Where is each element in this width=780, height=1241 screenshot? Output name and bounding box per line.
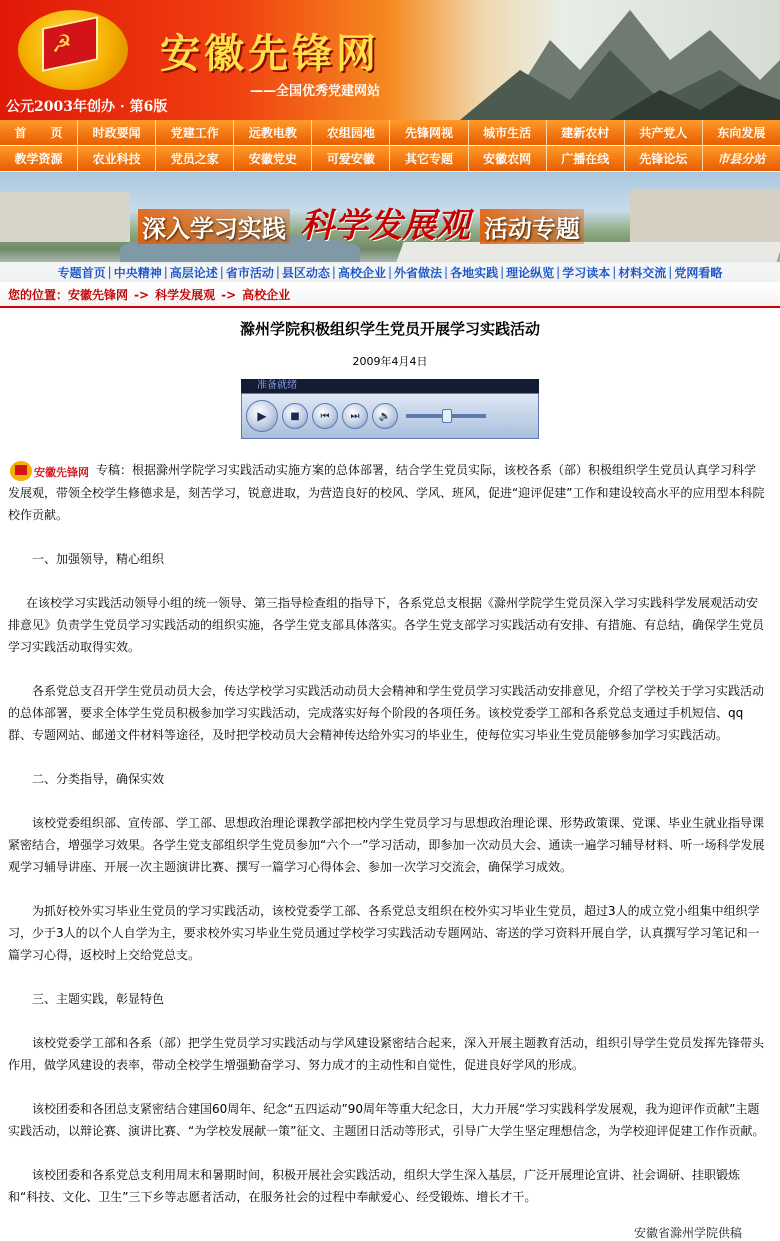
nav-forum[interactable]: 先锋论坛 — [625, 146, 703, 172]
nav-anhui-agri-net[interactable]: 安徽农网 — [469, 146, 547, 172]
nav-city-branches[interactable]: 市县分站 — [717, 151, 766, 166]
nav-remote-edu[interactable]: 远教电教 — [234, 120, 312, 146]
player-controls — [241, 393, 539, 439]
article-title: 滁州学院积极组织学生党员开展学习实践活动 — [239, 320, 540, 338]
nav-radio-online[interactable]: 广播在线 — [547, 146, 625, 172]
nav-party-history[interactable]: 安徽党史 — [234, 146, 312, 172]
divider: | — [668, 265, 673, 279]
divider: | — [612, 265, 617, 279]
nav-party-work[interactable]: 党建工作 — [156, 120, 234, 146]
divider: | — [163, 265, 168, 279]
site-logo-small: 安徽先锋网 — [8, 460, 96, 482]
edition-text: 公元2003年创办 · 第6版 — [6, 99, 168, 115]
stop-icon[interactable]: ■ — [282, 403, 308, 429]
article-date: 2009年4月4日 — [352, 355, 428, 368]
volume-slider[interactable] — [406, 414, 486, 418]
article-paragraph: 在该校学习实践活动领导小组的统一领导、第三指导检查组的指导下，各系党总支根据《滁州学院学生党员深入学习实践科学发展观活动安排意见》负责学生党员学习实践活动的组织实施，各学生党支部具体落实。各学生党支部学习实践活动有安排、有措施、有总结，确保学生党员学习实践活动取得实效。 — [8, 595, 765, 654]
divider: | — [107, 265, 112, 279]
player-status: 准备就绪 — [241, 379, 539, 393]
divider: | — [444, 265, 449, 279]
topic-title-part1: 深入学习实践 — [138, 209, 290, 244]
topic-nav-item[interactable]: 党网看略 — [674, 265, 723, 280]
breadcrumb-link-topic[interactable]: 科学发展观 — [155, 288, 216, 302]
topic-nav-item[interactable]: 专题首页 — [57, 265, 106, 280]
divider: | — [331, 265, 336, 279]
site-banner — [0, 0, 780, 120]
divider: | — [500, 265, 505, 279]
breadcrumb-link-home[interactable]: 安徽先锋网 — [68, 288, 129, 302]
topic-title — [138, 198, 584, 247]
article-paragraph: 该校党委学工部和各系（部）把学生党员学习实践活动与学风建设紧密结合起来，深入开展主题教育活动，组织引导学生党员发挥先锋带头作用，做学风建设的表率，带动全校学生增强勤奋学习、努力成才的主动性和自觉性，促进良好学风的形成。 — [8, 1035, 765, 1072]
breadcrumb-link-section[interactable]: 高校企业 — [242, 288, 291, 302]
section-heading: 二、分类指导，确保实效 — [32, 771, 165, 786]
prev-icon[interactable]: ⏮ — [312, 403, 338, 429]
article-paragraph: 各系党总支召开学生党员动员大会，传达学校学习实践活动动员大会精神和学生党员学习实践活动安排意见，介绍了学校关于学习实践活动的总体部署，要求全体学生党员积极参加学习实践活动，完成落实好每个阶段的各项任务。该校党委学工部和各系党总支通过手机短信、qq群、专题网站、邮递文件材料等途径，及时把学校动员大会精神传达给外实习的毕业生，使每位实习毕业生党员能够参加学习实践活动。 — [8, 683, 765, 742]
topic-nav-item[interactable]: 外省做法 — [394, 265, 443, 280]
article-paragraph: 安徽先锋网 专稿：根据滁州学院学习实践活动实施方案的总体部署，结合学生党员实际，该校各系（部）积极组织学生党员认真学习科学发展观，带领全校学生修德求是，刻苦学习，锐意进取，为营造良好的校风、学风、班风，促进“迎评促建”工作和建设较高水平的应用型本科院校作贡献。 — [8, 459, 766, 526]
divider: | — [219, 265, 224, 279]
building-left-image — [0, 192, 130, 242]
topic-title-part2: 科学发展观 — [300, 206, 470, 246]
nav-other-topics[interactable]: 其它专题 — [390, 146, 468, 172]
nav-teaching-resources[interactable]: 教学资源 — [0, 146, 78, 172]
section-heading: 三、主题实践，彰显特色 — [32, 991, 165, 1006]
party-flag-icon: ☭ — [42, 16, 98, 72]
topic-nav-item[interactable]: 理论纵览 — [506, 265, 555, 280]
divider: | — [387, 265, 393, 279]
breadcrumb-separator: -> — [134, 288, 150, 302]
mountain-scenery — [460, 0, 780, 120]
article-credit: 安徽省滁州学院供稿 — [633, 1225, 742, 1240]
article-paragraph: 该校党委组织部、宣传部、学工部、思想政治理论课教学部把校内学生党员学习与思想政治理论课、形势政策课、党课、毕业生就业指导课紧密结合，增强学习效果。各学生党支部组织学生党员参加“六个一”学习活动，即参加一次动员大会、通读一遍学习辅导材料、听一场科学发展观学习辅导讲座、开展一次主题演讲比赛、撰写一篇学习心得体会、参加一次学习交流会，确保学习成效。 — [8, 815, 765, 874]
article-paragraph: 该校团委和各团总支紧密结合建国60周年、纪念“五四运动”90周年等重大纪念日，大力开展“学习实践科学发展观，我为迎评作贡献”主题实践活动，以辩论赛、演讲比赛、“为学校发展献一策”征文、主题团日活动等形式，引导广大学生坚定理想信念，为学校迎评促建工作作贡献。 — [8, 1101, 765, 1138]
nav-city-life[interactable]: 城市生活 — [469, 120, 547, 146]
nav-east-development[interactable]: 东向发展 — [717, 125, 766, 140]
nav-lovely-anhui[interactable]: 可爱安徽 — [312, 146, 390, 172]
nav-agri-tech[interactable]: 农业科技 — [78, 146, 156, 172]
topic-nav-item[interactable]: 高校企业 — [337, 265, 386, 280]
breadcrumb-prefix: 您的位置： — [8, 288, 69, 302]
topic-nav-item[interactable]: 县区动态 — [281, 265, 330, 280]
topic-nav-item[interactable]: 中央精神 — [113, 265, 162, 280]
site-title: 安徽先锋网 — [160, 30, 380, 77]
divider: | — [556, 265, 561, 279]
topic-title-part3: 活动专题 — [480, 209, 584, 244]
party-flag-icon — [15, 465, 27, 475]
mute-icon[interactable]: 🔈 — [372, 403, 398, 429]
breadcrumb-separator: -> — [221, 288, 237, 302]
nav-video[interactable]: 先锋网视 — [390, 120, 468, 146]
nav-communists[interactable]: 共产党人 — [625, 120, 703, 146]
volume-knob[interactable] — [442, 409, 452, 423]
topic-nav-item[interactable]: 各地实践 — [450, 265, 499, 280]
article-paragraph: 该校团委和各系党总支利用周末和暑期时间，积极开展社会实践活动，组织大学生深入基层，广泛开展理论宣讲、社会调研、挂职锻炼和“科技、文化、卫生”三下乡等志愿者活动，在服务社会的过程中奉献爱心、经受锻炼、增长才干。 — [8, 1167, 741, 1204]
topic-nav-item[interactable]: 学习读本 — [562, 265, 611, 280]
media-player — [241, 379, 539, 439]
nav-new-countryside[interactable]: 建新农村 — [547, 120, 625, 146]
article-paragraph: 为抓好校外实习毕业生党员的学习实践活动，该校党委学工部、各系党总支组织在校外实习毕业生党员，超过3人的成立党小组集中组织学习，少于3人的以个人自学为主，要求校外实习毕业生党员通过学校学习实践活动专题网站、寄送的学习资料开展自学，认真撰写学习笔记和一篇学习心得，返校时上交给党总支。 — [8, 903, 760, 962]
topic-nav-item[interactable]: 材料交流 — [618, 265, 667, 280]
article-body — [0, 459, 780, 1208]
topic-nav-item[interactable]: 省市活动 — [225, 265, 274, 280]
nav-politics-news[interactable]: 时政要闻 — [78, 120, 156, 146]
main-nav-row-2 — [0, 146, 780, 172]
site-subtitle: ——全国优秀党建网站 — [250, 84, 381, 99]
nav-home[interactable]: 首 页 — [0, 120, 78, 146]
nav-member-home[interactable]: 党员之家 — [156, 146, 234, 172]
topic-banner — [0, 172, 780, 282]
building-right-image — [630, 190, 780, 245]
topic-nav-item[interactable]: 高层论述 — [169, 265, 218, 280]
breadcrumb — [0, 284, 780, 308]
next-icon[interactable]: ⏭ — [342, 403, 368, 429]
topic-nav — [0, 262, 780, 282]
divider: | — [275, 265, 280, 279]
nav-rural-org[interactable]: 农组园地 — [312, 120, 390, 146]
play-icon[interactable]: ▶ — [246, 400, 278, 432]
section-heading: 一、加强领导，精心组织 — [32, 551, 165, 566]
main-nav-row-1 — [0, 120, 780, 146]
